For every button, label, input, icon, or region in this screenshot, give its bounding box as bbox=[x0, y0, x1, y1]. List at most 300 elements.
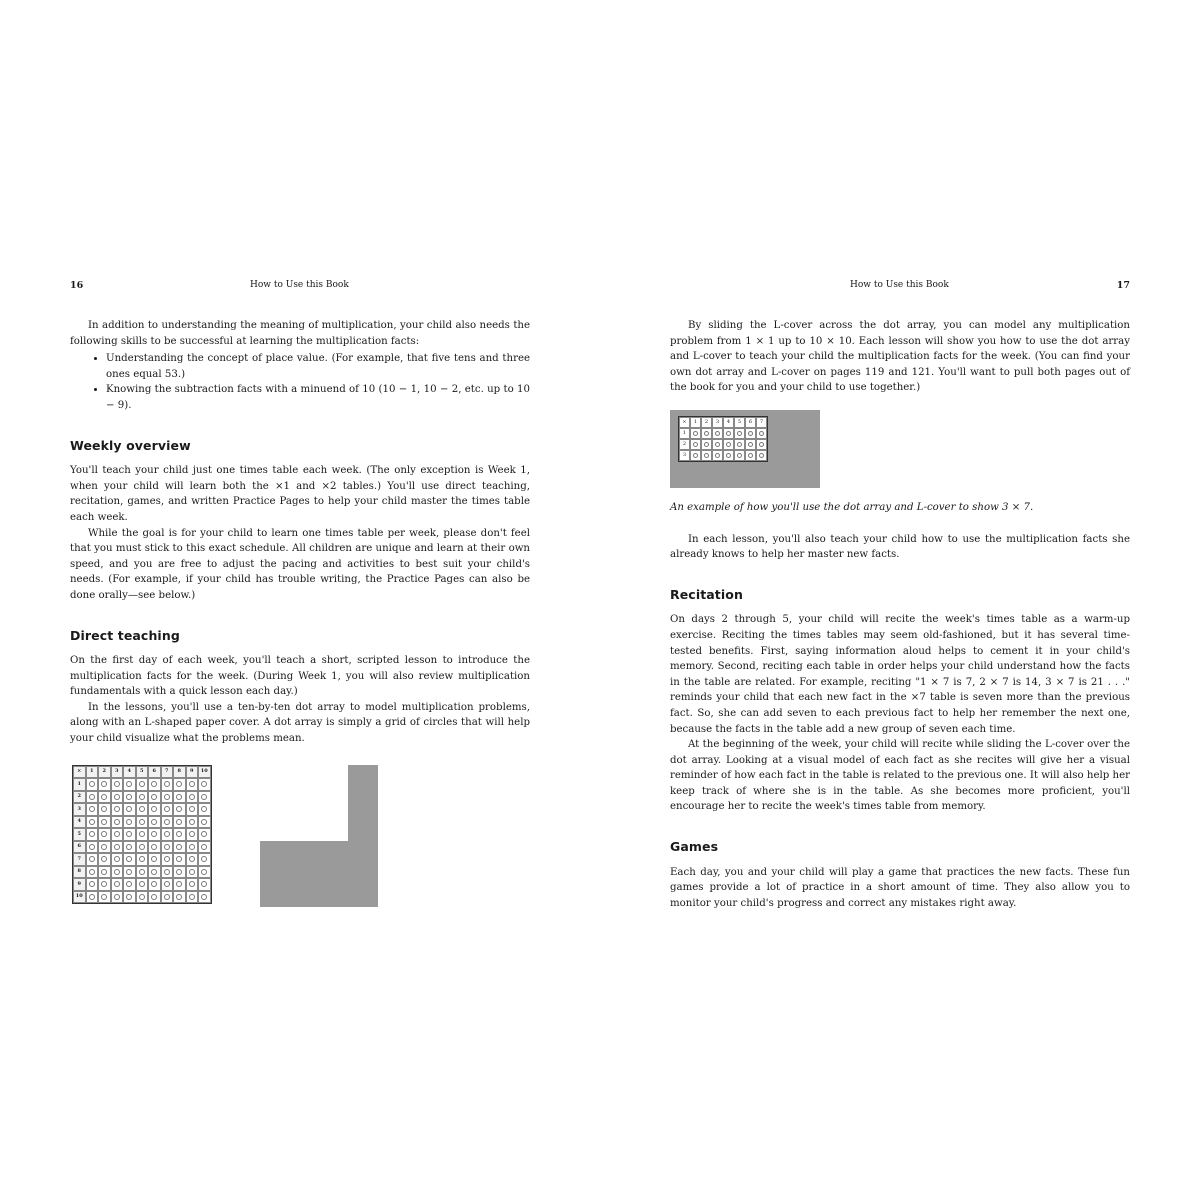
grid-dot-cell bbox=[148, 853, 161, 866]
grid-dot-cell bbox=[111, 853, 124, 866]
grid-dot-cell bbox=[86, 816, 99, 829]
grid-dot-cell bbox=[198, 891, 211, 904]
dot bbox=[748, 453, 753, 458]
grid-dot-cell bbox=[712, 450, 723, 461]
grid-dot-cell bbox=[98, 878, 111, 891]
dot bbox=[189, 856, 195, 862]
dot bbox=[201, 894, 207, 900]
grid-dot-cell bbox=[712, 428, 723, 439]
dot bbox=[139, 844, 145, 850]
grid-dot-cell bbox=[161, 816, 174, 829]
grid-label: 4 bbox=[123, 766, 136, 779]
grid-dot-cell bbox=[136, 853, 149, 866]
dot bbox=[151, 781, 157, 787]
grid-label: 4 bbox=[723, 417, 734, 428]
dot bbox=[176, 831, 182, 837]
dot bbox=[704, 453, 709, 458]
dot bbox=[176, 894, 182, 900]
dot bbox=[189, 844, 195, 850]
dot bbox=[151, 869, 157, 875]
grid-dot-cell bbox=[148, 803, 161, 816]
dot bbox=[201, 881, 207, 887]
dot bbox=[201, 794, 207, 800]
grid-label: 7 bbox=[161, 766, 174, 779]
dot bbox=[126, 831, 132, 837]
dot bbox=[139, 831, 145, 837]
grid-dot-cell bbox=[136, 778, 149, 791]
grid-dot-cell bbox=[198, 841, 211, 854]
grid-dot-cell bbox=[161, 841, 174, 854]
grid-dot-cell bbox=[98, 778, 111, 791]
dot bbox=[114, 819, 120, 825]
grid-dot-cell bbox=[756, 439, 767, 450]
grid-dot-cell bbox=[123, 816, 136, 829]
grid-dot-cell bbox=[148, 778, 161, 791]
grid-dot-cell bbox=[198, 778, 211, 791]
dot bbox=[176, 781, 182, 787]
dot bbox=[693, 431, 698, 436]
grid-dot-cell bbox=[198, 866, 211, 879]
dot bbox=[189, 869, 195, 875]
weekly-paragraph-2: While the goal is for your child to learn one times table per week, please don't feel that you must stick to this exact schedule. All children are unique and learn at their own speed, and you are free to adjust the pacing and activities to best suit your child's needs. (For example, if your child has trouble writing, the Practice Pages can also be done orally—see below.) bbox=[70, 527, 530, 601]
dot bbox=[114, 806, 120, 812]
grid-dot-cell bbox=[701, 428, 712, 439]
grid-label: 7 bbox=[73, 853, 86, 866]
grid-dot-cell bbox=[111, 891, 124, 904]
grid-label: 9 bbox=[73, 878, 86, 891]
grid-dot-cell bbox=[198, 803, 211, 816]
dot bbox=[164, 806, 170, 812]
grid-dot-cell bbox=[86, 778, 99, 791]
dot bbox=[114, 781, 120, 787]
grid-label: 2 bbox=[701, 417, 712, 428]
grid-dot-cell bbox=[723, 439, 734, 450]
dot bbox=[164, 781, 170, 787]
grid-dot-cell bbox=[161, 866, 174, 879]
grid-label: 1 bbox=[86, 766, 99, 779]
grid-dot-cell bbox=[86, 891, 99, 904]
dot bbox=[164, 844, 170, 850]
grid-label: 5 bbox=[734, 417, 745, 428]
grid-label: 5 bbox=[136, 766, 149, 779]
grid-dot-cell bbox=[123, 853, 136, 866]
grid-dot-cell bbox=[98, 866, 111, 879]
grid-dot-cell bbox=[186, 853, 199, 866]
left-page bbox=[70, 278, 530, 915]
grid-dot-cell bbox=[186, 891, 199, 904]
dot bbox=[151, 794, 157, 800]
dot bbox=[201, 844, 207, 850]
grid-label: 6 bbox=[148, 766, 161, 779]
grid-dot-cell bbox=[86, 878, 99, 891]
grid-dot-cell bbox=[136, 878, 149, 891]
grid-label: 7 bbox=[756, 417, 767, 428]
dot bbox=[176, 806, 182, 812]
grid-dot-cell bbox=[186, 828, 199, 841]
grid-dot-cell bbox=[173, 828, 186, 841]
dot bbox=[704, 431, 709, 436]
dot bbox=[89, 781, 95, 787]
grid-dot-cell bbox=[198, 878, 211, 891]
skills-list bbox=[70, 351, 530, 413]
dot bbox=[715, 453, 720, 458]
dot-array-example bbox=[678, 416, 768, 462]
dot bbox=[151, 806, 157, 812]
grid-label: 8 bbox=[73, 866, 86, 879]
dot bbox=[114, 856, 120, 862]
dot bbox=[89, 894, 95, 900]
page-number-left: 16 bbox=[70, 280, 84, 291]
grid-dot-cell bbox=[98, 853, 111, 866]
dot bbox=[726, 453, 731, 458]
grid-dot-cell bbox=[86, 866, 99, 879]
dot bbox=[715, 431, 720, 436]
grid-dot-cell bbox=[148, 828, 161, 841]
grid-label: 8 bbox=[173, 766, 186, 779]
dot bbox=[101, 881, 107, 887]
dot bbox=[715, 442, 720, 447]
dot bbox=[126, 806, 132, 812]
grid-dot-cell bbox=[173, 866, 186, 879]
grid-dot-cell bbox=[123, 841, 136, 854]
grid-dot-cell bbox=[86, 803, 99, 816]
grid-label: 3 bbox=[712, 417, 723, 428]
grid-dot-cell bbox=[111, 878, 124, 891]
grid-dot-cell bbox=[148, 891, 161, 904]
intro-paragraph: In addition to understanding the meaning of multiplication, your child also needs the following skills to be successful at learning the multiplication facts: bbox=[70, 320, 530, 347]
grid-dot-cell bbox=[161, 803, 174, 816]
dot bbox=[89, 844, 95, 850]
grid-dot-cell bbox=[136, 803, 149, 816]
grid-dot-cell bbox=[756, 428, 767, 439]
grid-dot-cell bbox=[111, 803, 124, 816]
running-title-right: How to Use this Book bbox=[850, 280, 949, 290]
grid-dot-cell bbox=[173, 891, 186, 904]
running-head-left bbox=[70, 278, 530, 296]
dot bbox=[139, 869, 145, 875]
dot bbox=[201, 806, 207, 812]
weekly-paragraph-1: You'll teach your child just one times table each week. (The only exception is Week 1, when your child will learn both the ×1 and ×2 tables.) You'll use direct teaching, recitation, games, and written Practice Pages to help your child master the times table each week. bbox=[70, 465, 530, 523]
dot bbox=[176, 881, 182, 887]
dot bbox=[101, 856, 107, 862]
grid-dot-cell bbox=[186, 816, 199, 829]
grid-dot-cell bbox=[745, 450, 756, 461]
grid-dot-cell bbox=[111, 816, 124, 829]
grid-dot-cell bbox=[161, 791, 174, 804]
list-item: • Knowing the subtraction facts with a minuend of 10 (10 − 1, 10 − 2, etc. up to 10 − 9). bbox=[106, 382, 530, 413]
grid-dot-cell bbox=[173, 816, 186, 829]
grid-dot-cell bbox=[123, 803, 136, 816]
grid-dot-cell bbox=[161, 891, 174, 904]
dot bbox=[89, 881, 95, 887]
dot bbox=[101, 819, 107, 825]
dot bbox=[176, 856, 182, 862]
dot bbox=[114, 844, 120, 850]
grid-label: 10 bbox=[198, 766, 211, 779]
dot bbox=[189, 806, 195, 812]
dot bbox=[126, 856, 132, 862]
recitation-paragraph-1: On days 2 through 5, your child will recite the week's times table as a warm-up exercise. Reciting the times tables may seem old-fashioned, but it has several time-tested benefits. First, saying information aloud helps to cement it in your child's memory. Second, reciting each table in order helps your child understand how the facts in the table are related. For example, reciting "1 × 7 is 7, 2 × 7 is 14, 3 × 7 is 21 . . ." reminds your child that each new fact in the ×7 table is seven more than the previous fact. So, she can add seven to each previous fact to help her remember the next one, because the facts in the table add a new group of seven each time. bbox=[670, 614, 1130, 735]
grid-dot-cell bbox=[111, 841, 124, 854]
dot bbox=[737, 442, 742, 447]
dot bbox=[151, 881, 157, 887]
dot bbox=[737, 453, 742, 458]
grid-dot-cell bbox=[86, 853, 99, 866]
dot bbox=[189, 794, 195, 800]
grid-dot-cell bbox=[86, 841, 99, 854]
dot bbox=[164, 819, 170, 825]
grid-dot-cell bbox=[723, 450, 734, 461]
sliding-paragraph: By sliding the L-cover across the dot array, you can model any multiplication problem from 1 × 1 up to 10 × 10. Each lesson will show you how to use the dot array and L-cover to teach your child the multiplication facts for the week. (You can find your own dot array and L-cover on pages 119 and 121. You'll want to pull both pages out of the book for you and your child to use together.) bbox=[670, 320, 1130, 394]
heading-direct-teaching: Direct teaching bbox=[70, 627, 180, 643]
grid-dot-cell bbox=[123, 778, 136, 791]
grid-dot-cell bbox=[148, 878, 161, 891]
dot bbox=[114, 831, 120, 837]
grid-dot-cell bbox=[161, 878, 174, 891]
figure-caption: An example of how you'll use the dot array and L-cover to show 3 × 7. bbox=[670, 501, 1034, 513]
grid-dot-cell bbox=[123, 791, 136, 804]
grid-dot-cell bbox=[111, 791, 124, 804]
grid-dot-cell bbox=[161, 778, 174, 791]
grid-label: 5 bbox=[73, 828, 86, 841]
grid-dot-cell bbox=[173, 878, 186, 891]
grid-dot-cell bbox=[98, 791, 111, 804]
grid-dot-cell bbox=[148, 791, 161, 804]
dot bbox=[151, 856, 157, 862]
dot bbox=[151, 819, 157, 825]
grid-dot-cell bbox=[198, 816, 211, 829]
grid-label: 3 bbox=[111, 766, 124, 779]
dot bbox=[201, 819, 207, 825]
dot bbox=[114, 794, 120, 800]
grid-dot-cell bbox=[148, 841, 161, 854]
grid-dot-cell bbox=[98, 816, 111, 829]
dot bbox=[693, 453, 698, 458]
dot-array-example-figure bbox=[670, 410, 820, 488]
grid-dot-cell bbox=[690, 428, 701, 439]
dot bbox=[201, 856, 207, 862]
dot bbox=[89, 869, 95, 875]
grid-dot-cell bbox=[173, 841, 186, 854]
dot bbox=[189, 781, 195, 787]
dot bbox=[126, 869, 132, 875]
running-title-left: How to Use this Book bbox=[250, 280, 349, 290]
grid-dot-cell bbox=[98, 828, 111, 841]
dot bbox=[126, 881, 132, 887]
dot bbox=[176, 869, 182, 875]
grid-dot-cell bbox=[123, 878, 136, 891]
grid-dot-cell bbox=[123, 866, 136, 879]
dot bbox=[139, 856, 145, 862]
grid-dot-cell bbox=[136, 791, 149, 804]
grid-dot-cell bbox=[173, 803, 186, 816]
recitation-paragraph-2: At the beginning of the week, your child will recite while sliding the L-cover over the dot array. Looking at a visual model of each fact as she recites will give her a visual reminder of how each fact in the table is related to the previous one. It will also help her keep track of where she is in the table. As she becomes more proficient, you'll encourage her to recite the week's times table from memory. bbox=[670, 739, 1130, 813]
grid-dot-cell bbox=[186, 803, 199, 816]
dot bbox=[101, 806, 107, 812]
grid-dot-cell bbox=[86, 828, 99, 841]
grid-dot-cell bbox=[734, 450, 745, 461]
dot bbox=[151, 831, 157, 837]
dot bbox=[201, 831, 207, 837]
dot bbox=[139, 881, 145, 887]
dot bbox=[759, 431, 764, 436]
dot bbox=[151, 844, 157, 850]
grid-label: 3 bbox=[73, 803, 86, 816]
dot bbox=[139, 819, 145, 825]
running-head-right bbox=[670, 278, 1130, 296]
grid-label: 3 bbox=[679, 450, 690, 461]
grid-label: 2 bbox=[73, 791, 86, 804]
dot bbox=[748, 431, 753, 436]
grid-dot-cell bbox=[98, 841, 111, 854]
dot bbox=[737, 431, 742, 436]
dot bbox=[139, 794, 145, 800]
grid-label: 6 bbox=[745, 417, 756, 428]
dot bbox=[126, 794, 132, 800]
dot bbox=[759, 453, 764, 458]
grid-dot-cell bbox=[186, 791, 199, 804]
dot bbox=[101, 831, 107, 837]
dot bbox=[126, 781, 132, 787]
grid-dot-cell bbox=[123, 828, 136, 841]
grid-dot-cell bbox=[756, 450, 767, 461]
heading-recitation: Recitation bbox=[670, 586, 743, 602]
dot bbox=[726, 431, 731, 436]
dot bbox=[139, 806, 145, 812]
dot bbox=[126, 819, 132, 825]
grid-dot-cell bbox=[123, 891, 136, 904]
grid-label: 10 bbox=[73, 891, 86, 904]
grid-dot-cell bbox=[98, 891, 111, 904]
dot-array-figure bbox=[70, 765, 530, 915]
grid-dot-cell bbox=[690, 450, 701, 461]
grid-label: 2 bbox=[98, 766, 111, 779]
dot bbox=[189, 831, 195, 837]
grid-dot-cell bbox=[111, 866, 124, 879]
list-item: • Understanding the concept of place value. (For example, that five tens and three ones equal 53.) bbox=[106, 351, 530, 382]
dot bbox=[139, 781, 145, 787]
grid-dot-cell bbox=[148, 866, 161, 879]
grid-label: 1 bbox=[73, 778, 86, 791]
dot bbox=[164, 869, 170, 875]
direct-paragraph-1: On the first day of each week, you'll teach a short, scripted lesson to introduce the multiplication facts for the week. (During Week 1, you will also review multiplication fundamentals with a quick lesson each day.) bbox=[70, 655, 530, 698]
games-paragraph: Each day, you and your child will play a game that practices the new facts. These fun games provide a lot of practice in a short amount of time. They also allow you to monitor your child's progress and correct any mistakes right away. bbox=[670, 866, 1130, 909]
dot bbox=[726, 442, 731, 447]
dot bbox=[176, 794, 182, 800]
grid-dot-cell bbox=[136, 816, 149, 829]
dot bbox=[126, 894, 132, 900]
dot bbox=[189, 881, 195, 887]
dot bbox=[189, 819, 195, 825]
dot bbox=[201, 869, 207, 875]
grid-dot-cell bbox=[745, 428, 756, 439]
dot bbox=[164, 831, 170, 837]
grid-dot-cell bbox=[173, 791, 186, 804]
grid-dot-cell bbox=[198, 828, 211, 841]
grid-label: 1 bbox=[690, 417, 701, 428]
dot bbox=[101, 781, 107, 787]
dot bbox=[139, 894, 145, 900]
dot bbox=[164, 894, 170, 900]
grid-dot-cell bbox=[161, 853, 174, 866]
grid-dot-cell bbox=[111, 778, 124, 791]
grid-dot-cell bbox=[136, 891, 149, 904]
grid-dot-cell bbox=[198, 791, 211, 804]
dot bbox=[704, 442, 709, 447]
dot bbox=[126, 844, 132, 850]
dot bbox=[151, 894, 157, 900]
dot bbox=[101, 794, 107, 800]
lesson-paragraph: In each lesson, you'll also teach your child how to use the multiplication facts she already knows to help her master new facts. bbox=[670, 533, 1130, 561]
dot bbox=[101, 894, 107, 900]
grid-dot-cell bbox=[173, 853, 186, 866]
dot bbox=[189, 894, 195, 900]
grid-dot-cell bbox=[186, 878, 199, 891]
grid-label: 2 bbox=[679, 439, 690, 450]
grid-dot-cell bbox=[161, 828, 174, 841]
grid-dot-cell bbox=[111, 828, 124, 841]
page-number-right: 17 bbox=[1116, 280, 1130, 291]
heading-games: Games bbox=[670, 839, 719, 855]
grid-dot-cell bbox=[136, 828, 149, 841]
dot bbox=[114, 869, 120, 875]
l-cover bbox=[260, 765, 378, 907]
grid-dot-cell bbox=[734, 439, 745, 450]
dot bbox=[748, 442, 753, 447]
dot bbox=[89, 831, 95, 837]
grid-dot-cell bbox=[86, 791, 99, 804]
dot bbox=[164, 856, 170, 862]
grid-label: 4 bbox=[73, 816, 86, 829]
heading-weekly-overview: Weekly overview bbox=[70, 437, 191, 453]
right-page bbox=[670, 278, 1130, 911]
grid-dot-cell bbox=[148, 816, 161, 829]
dot bbox=[164, 881, 170, 887]
grid-dot-cell bbox=[198, 853, 211, 866]
grid-label: 6 bbox=[73, 841, 86, 854]
grid-dot-cell bbox=[745, 439, 756, 450]
grid-dot-cell bbox=[186, 841, 199, 854]
dot bbox=[114, 894, 120, 900]
dot bbox=[89, 856, 95, 862]
grid-dot-cell bbox=[98, 803, 111, 816]
grid-dot-cell bbox=[734, 428, 745, 439]
dot bbox=[101, 844, 107, 850]
grid-dot-cell bbox=[701, 450, 712, 461]
dot bbox=[89, 806, 95, 812]
grid-label: × bbox=[679, 417, 690, 428]
grid-label: 9 bbox=[186, 766, 199, 779]
grid-dot-cell bbox=[723, 428, 734, 439]
grid-dot-cell bbox=[173, 778, 186, 791]
dot bbox=[101, 869, 107, 875]
l-cover-horizontal bbox=[260, 841, 378, 907]
dot bbox=[759, 442, 764, 447]
grid-dot-cell bbox=[186, 866, 199, 879]
grid-label: × bbox=[73, 766, 86, 779]
dot bbox=[114, 881, 120, 887]
grid-dot-cell bbox=[712, 439, 723, 450]
dot-array bbox=[72, 765, 212, 905]
grid-label: 1 bbox=[679, 428, 690, 439]
dot bbox=[176, 819, 182, 825]
dot bbox=[693, 442, 698, 447]
dot bbox=[201, 781, 207, 787]
grid-dot-cell bbox=[186, 778, 199, 791]
dot bbox=[89, 794, 95, 800]
grid-dot-cell bbox=[701, 439, 712, 450]
dot bbox=[89, 819, 95, 825]
